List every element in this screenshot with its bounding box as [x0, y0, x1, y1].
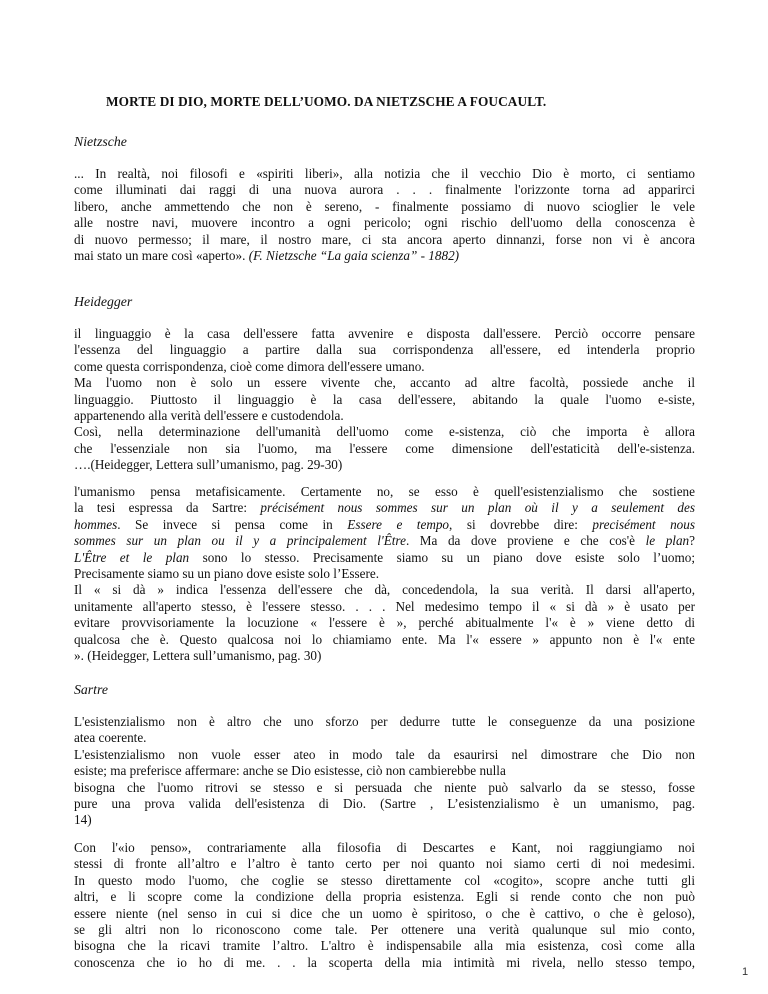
- text-line: stessi di fronte all’altro e l’altro è tanto certo per noi quanto noi siamo certi di noi medesimi.: [74, 856, 695, 872]
- french-quote: hommes: [74, 516, 118, 532]
- text-line: [74, 550, 695, 566]
- section-heading-nietzsche: Nietzsche: [74, 134, 127, 149]
- text-span: . Se invece si pensa come in: [117, 516, 348, 532]
- text-span: , si dovrebbe dire:: [449, 516, 593, 532]
- text-line: bisogna che la ricavi tramite l’altro. L'altro è indispensabile alla mia esistenza, così come alla: [74, 938, 695, 954]
- text-line: [74, 248, 695, 264]
- text-line: Così, nella determinazione dell'umanità dell'uomo come e-sistenza, ciò che importa è allora: [74, 424, 695, 440]
- text-line: che l'essenziale non sia l'uomo, ma l'essere come dimensione dell'estaticità dell'e-sistenza.: [74, 440, 695, 456]
- text-line: Ma l'uomo non è solo un essere vivente che, accanto ad altre facoltà, possiede anche il: [74, 375, 695, 391]
- text-line: Precisamente siamo su un piano dove esiste solo l’Essere.: [74, 566, 380, 582]
- text-line: qualcosa che è. Questo qualcosa noi lo chiamiamo ente. Ma l'« essere » appunto non è l'« ente: [74, 631, 695, 647]
- text-line: l'umanismo pensa metafisicamente. Certamente no, se esso è quell'esistenzialismo che sostiene: [74, 484, 695, 499]
- text-line: conoscenza che io ho di me. . . la scoperta della mia intimità mi rivela, nello stesso tempo,: [74, 954, 695, 970]
- sartre-para-1: [74, 714, 695, 829]
- sartre-para-2: [74, 840, 695, 971]
- text-line: evitare provvisoriamente la locuzione « l'essere è », perché abitualmente l'« è » viene detto di: [74, 615, 695, 631]
- text-span: sono lo stesso. Precisamente siamo su un piano dove esiste solo l’uomo;: [189, 549, 695, 565]
- text-line: libero, anche ammettendo che non è sereno, - finalmente possiamo di nuovo scioglier le vele: [74, 198, 695, 214]
- text-line: Con l'«io penso», contrariamente alla filosofia di Descartes e Kant, noi raggiungiamo noi: [74, 840, 695, 855]
- text-line: come illuminati dai raggi di una nuova aurora . . . finalmente l'orizzonte torna ad apparirci: [74, 182, 695, 198]
- text-line: l'essenza del linguaggio a partire dalla sua corrispondenza all'essere, ed intenderla proprio: [74, 342, 695, 358]
- text-line: unitamente all'aperto stesso, è l'essere stesso. . . . Nel medesimo tempo il « si dà » è usato per: [74, 598, 695, 614]
- document-title: MORTE DI DIO, MORTE DELL’UOMO. DA NIETZSCHE A FOUCAULT.: [106, 94, 547, 109]
- nietzsche-quote: [74, 166, 695, 264]
- citation: (F. Nietzsche “La gaia scienza” - 1882): [245, 248, 460, 264]
- french-quote: sommes sur un plan ou il y a principalement l'Être: [74, 533, 406, 549]
- text-line: In questo modo l'uomo, che coglie se stesso direttamente col «cogito», scopre anche tutti gli: [74, 872, 695, 888]
- text-line: come questa corrispondenza, cioè come dimora dell'essere umano.: [74, 358, 425, 374]
- text-line: il linguaggio è la casa dell'essere fatta avvenire e disposta dall'essere. Perciò occorre pensare: [74, 326, 695, 341]
- text-line: 14): [74, 812, 92, 828]
- heidegger-para-1: [74, 326, 695, 474]
- text-span: . Ma da dove proviene e che cos'è: [405, 533, 646, 549]
- text-line: [74, 500, 695, 516]
- text-line: linguaggio. Piuttosto il linguaggio è la casa dell'essere, abitando la quale l'uomo e-siste,: [74, 391, 695, 407]
- text-line: essere niente (nel senso in cui si dice che un uomo è spiritoso, o che è cattivo, o che è geloso),: [74, 905, 695, 921]
- text-line: ». (Heidegger, Lettera sull’umanismo, pag. 30): [74, 648, 322, 664]
- text-line: Il « si dà » indica l'essenza dell'essere che dà, concedendola, la sua verità. Il darsi all'aperto,: [74, 582, 695, 598]
- french-term: L'Être et le plan: [74, 549, 190, 565]
- text-line: alle nostre navi, muovere incontro a ogni pericolo; ogni rischio dell'uomo della conoscenza è: [74, 215, 695, 231]
- quote-end: mai stato un mare così «aperto».: [74, 248, 246, 264]
- french-quote: precisément nous: [592, 516, 695, 532]
- section-heading-sartre: Sartre: [74, 682, 108, 697]
- french-term: le plan: [645, 533, 690, 549]
- text-line: L'esistenzialismo non è altro che uno sforzo per dedurre tutte le conseguenze da una posizione: [74, 714, 695, 729]
- text-line: ... In realtà, noi filosofi e «spiriti liberi», alla notizia che il vecchio Dio è morto, ci sentiamo: [74, 166, 695, 181]
- text-line: [74, 517, 695, 533]
- page-number: 1: [742, 966, 749, 978]
- text-span: la tesi espressa da Sartre:: [74, 500, 261, 516]
- text-line: esiste; ma preferisce affermare: anche se Dio esistesse, ciò non cambierebbe nulla: [74, 763, 506, 779]
- section-heading-heidegger: Heidegger: [74, 294, 133, 309]
- text-line: ….(Heidegger, Lettera sull’umanismo, pag. 29-30): [74, 457, 343, 473]
- book-title: Essere e tempo: [347, 516, 450, 532]
- text-line: [74, 533, 695, 549]
- text-line: appartenendo alla verità dell'essere e custodendola.: [74, 408, 344, 424]
- text-line: atea coerente.: [74, 730, 147, 746]
- text-line: pure una prova valida dell'esistenza di Dio. (Sartre , L’esistenzialismo è un umanismo, pag.: [74, 796, 695, 812]
- text-line: altri, e li scopre come la condizione della propria esistenza. Egli si rende conto che non può: [74, 889, 695, 905]
- text-line: bisogna che l'uomo ritrovi se stesso e si persuada che niente può salvarlo da se stesso, fosse: [74, 779, 695, 795]
- text-line: L'esistenzialismo non vuole esser ateo in modo tale da esaurirsi nel dimostrare che Dio non: [74, 746, 695, 762]
- french-quote: précisément nous sommes sur un plan où il y a seulement des: [260, 500, 696, 516]
- text-line: di nuovo permesso; il mare, il nostro mare, ci sta ancora aperto dinnanzi, forse non vi è ancora: [74, 231, 695, 247]
- text-line: se gli altri non lo riconoscono come tale. Per ottenere una verità qualunque sul mio conto,: [74, 922, 695, 938]
- text-span: ?: [689, 533, 696, 549]
- heidegger-para-2: [74, 484, 695, 664]
